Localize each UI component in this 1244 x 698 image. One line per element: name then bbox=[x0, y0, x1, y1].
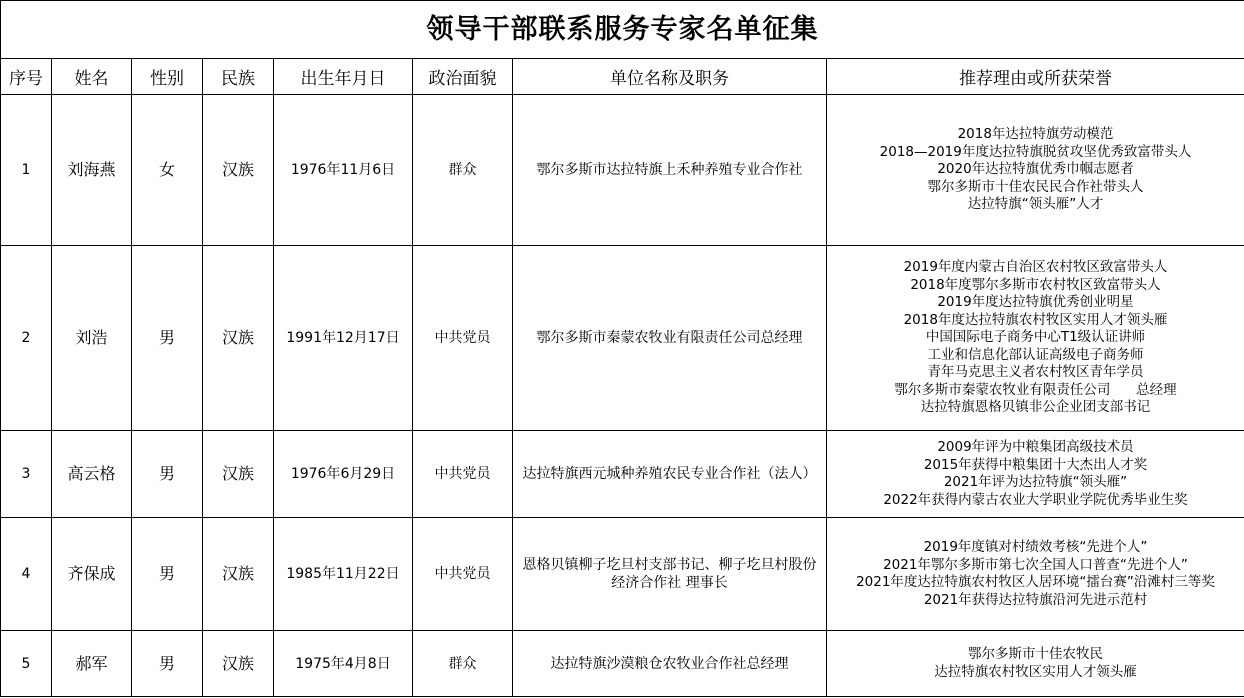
person-name: 高云格 bbox=[52, 431, 132, 518]
person-gender: 女 bbox=[132, 95, 203, 246]
table-row bbox=[1, 631, 1244, 697]
honor-item: 2021年获得达拉特旗沿河先进示范村 bbox=[923, 591, 1148, 608]
row-number: 3 bbox=[1, 431, 52, 518]
unit-and-position: 鄂尔多斯市达拉特旗上禾种养殖专业合作社 bbox=[513, 95, 827, 246]
honor-item: 2019年度镇对村绩效考核“先进个人” bbox=[923, 539, 1148, 555]
honor-item: 2022年获得内蒙古农业大学职业学院优秀毕业生奖 bbox=[883, 491, 1188, 508]
table-row bbox=[1, 431, 1244, 518]
person-gender: 男 bbox=[132, 431, 203, 518]
honors-cell bbox=[827, 246, 1244, 431]
table-row bbox=[1, 95, 1244, 246]
honor-item: 2021年鄂尔多斯市第七次全国人口普查“先进个人” bbox=[883, 556, 1188, 573]
row-number: 4 bbox=[1, 518, 52, 631]
person-ethnicity: 汉族 bbox=[203, 631, 274, 697]
person-gender: 男 bbox=[132, 518, 203, 631]
unit-and-position: 达拉特旗西元城种养殖农民专业合作社（法人） bbox=[513, 431, 827, 518]
honor-item: 2019年度达拉特旗优秀创业明星 bbox=[937, 294, 1134, 311]
honor-item: 鄂尔多斯市十佳农民民合作社带头人 bbox=[927, 178, 1144, 195]
table-row bbox=[1, 518, 1244, 631]
honor-item: 工业和信息化部认证高级电子商务师 bbox=[927, 346, 1144, 363]
person-birth-date: 1976年6月29日 bbox=[274, 431, 413, 518]
honor-item: 达拉特旗农村牧区实用人才领头雁 bbox=[934, 663, 1137, 680]
sheet-title: 领导干部联系服务专家名单征集 bbox=[1, 1, 1244, 59]
honor-item: 鄂尔多斯市秦蒙农牧业有限责任公司 总经理 bbox=[894, 381, 1177, 398]
header-no: 序号 bbox=[1, 59, 52, 95]
person-name: 郝军 bbox=[52, 631, 132, 697]
honors-cell bbox=[827, 95, 1244, 246]
header-unit: 单位名称及职务 bbox=[513, 59, 827, 95]
person-name: 刘浩 bbox=[52, 246, 132, 431]
header-ethnicity: 民族 bbox=[203, 59, 274, 95]
honor-item: 达拉特旗恩格贝镇非公企业团支部书记 bbox=[920, 399, 1151, 416]
political-status: 中共党员 bbox=[413, 246, 513, 431]
header-name: 姓名 bbox=[52, 59, 132, 95]
honor-item: 2020年达拉特旗优秀巾帼志愿者 bbox=[937, 161, 1134, 178]
honors-cell bbox=[827, 518, 1244, 631]
row-number: 2 bbox=[1, 246, 52, 431]
unit-and-position: 恩格贝镇柳子圪旦村支部书记、柳子圪旦村股份经济合作社 理事长 bbox=[513, 518, 827, 631]
honor-item: 2021年度达拉特旗农村牧区人居环境“擂台赛”沿滩村三等奖 bbox=[856, 574, 1215, 590]
table-row bbox=[1, 246, 1244, 431]
person-birth-date: 1985年11月22日 bbox=[274, 518, 413, 631]
person-ethnicity: 汉族 bbox=[203, 518, 274, 631]
honor-item: 2015年获得中粮集团十大杰出人才奖 bbox=[923, 456, 1148, 473]
header-honors: 推荐理由或所获荣誉 bbox=[827, 59, 1244, 95]
person-birth-date: 1976年11月6日 bbox=[274, 95, 413, 246]
political-status: 群众 bbox=[413, 95, 513, 246]
honor-item: 2018年度达拉特旗农村牧区实用人才领头雁 bbox=[903, 311, 1168, 328]
person-ethnicity: 汉族 bbox=[203, 246, 274, 431]
person-birth-date: 1991年12月17日 bbox=[274, 246, 413, 431]
honor-item: 2018年达拉特旗劳动模范 bbox=[957, 126, 1114, 143]
honor-item: 2019年度内蒙古自治区农村牧区致富带头人 bbox=[903, 259, 1168, 276]
honor-item: 青年马克思主义者农村牧区青年学员 bbox=[927, 364, 1144, 381]
header-birth: 出生年月日 bbox=[274, 59, 413, 95]
honor-item: 鄂尔多斯市十佳农牧民 bbox=[968, 646, 1103, 662]
person-name: 刘海燕 bbox=[52, 95, 132, 246]
honor-item: 2018年度鄂尔多斯市农村牧区致富带头人 bbox=[910, 276, 1161, 293]
honors-cell bbox=[827, 431, 1244, 518]
honor-item: 2009年评为中粮集团高级技术员 bbox=[937, 439, 1134, 455]
unit-and-position: 达拉特旗沙漠粮仓农牧业合作社总经理 bbox=[513, 631, 827, 697]
person-gender: 男 bbox=[132, 246, 203, 431]
honors-cell bbox=[827, 631, 1244, 697]
honor-item: 达拉特旗“领头雁”人才 bbox=[967, 196, 1104, 213]
header-political: 政治面貌 bbox=[413, 59, 513, 95]
person-name: 齐保成 bbox=[52, 518, 132, 631]
person-gender: 男 bbox=[132, 631, 203, 697]
row-number: 5 bbox=[1, 631, 52, 697]
person-ethnicity: 汉族 bbox=[203, 95, 274, 246]
row-number: 1 bbox=[1, 95, 52, 246]
honor-item: 2021年评为达拉特旗“领头雁” bbox=[943, 474, 1128, 490]
honor-item: 2018—2019年度达拉特旗脱贫攻坚优秀致富带头人 bbox=[879, 143, 1192, 160]
header-gender: 性别 bbox=[132, 59, 203, 95]
header-row bbox=[1, 59, 1244, 95]
person-ethnicity: 汉族 bbox=[203, 431, 274, 518]
person-birth-date: 1975年4月8日 bbox=[274, 631, 413, 697]
political-status: 中共党员 bbox=[413, 518, 513, 631]
political-status: 群众 bbox=[413, 631, 513, 697]
honor-item: 中国国际电子商务中心T1级认证讲师 bbox=[925, 329, 1146, 346]
political-status: 中共党员 bbox=[413, 431, 513, 518]
unit-and-position: 鄂尔多斯市秦蒙农牧业有限责任公司总经理 bbox=[513, 246, 827, 431]
